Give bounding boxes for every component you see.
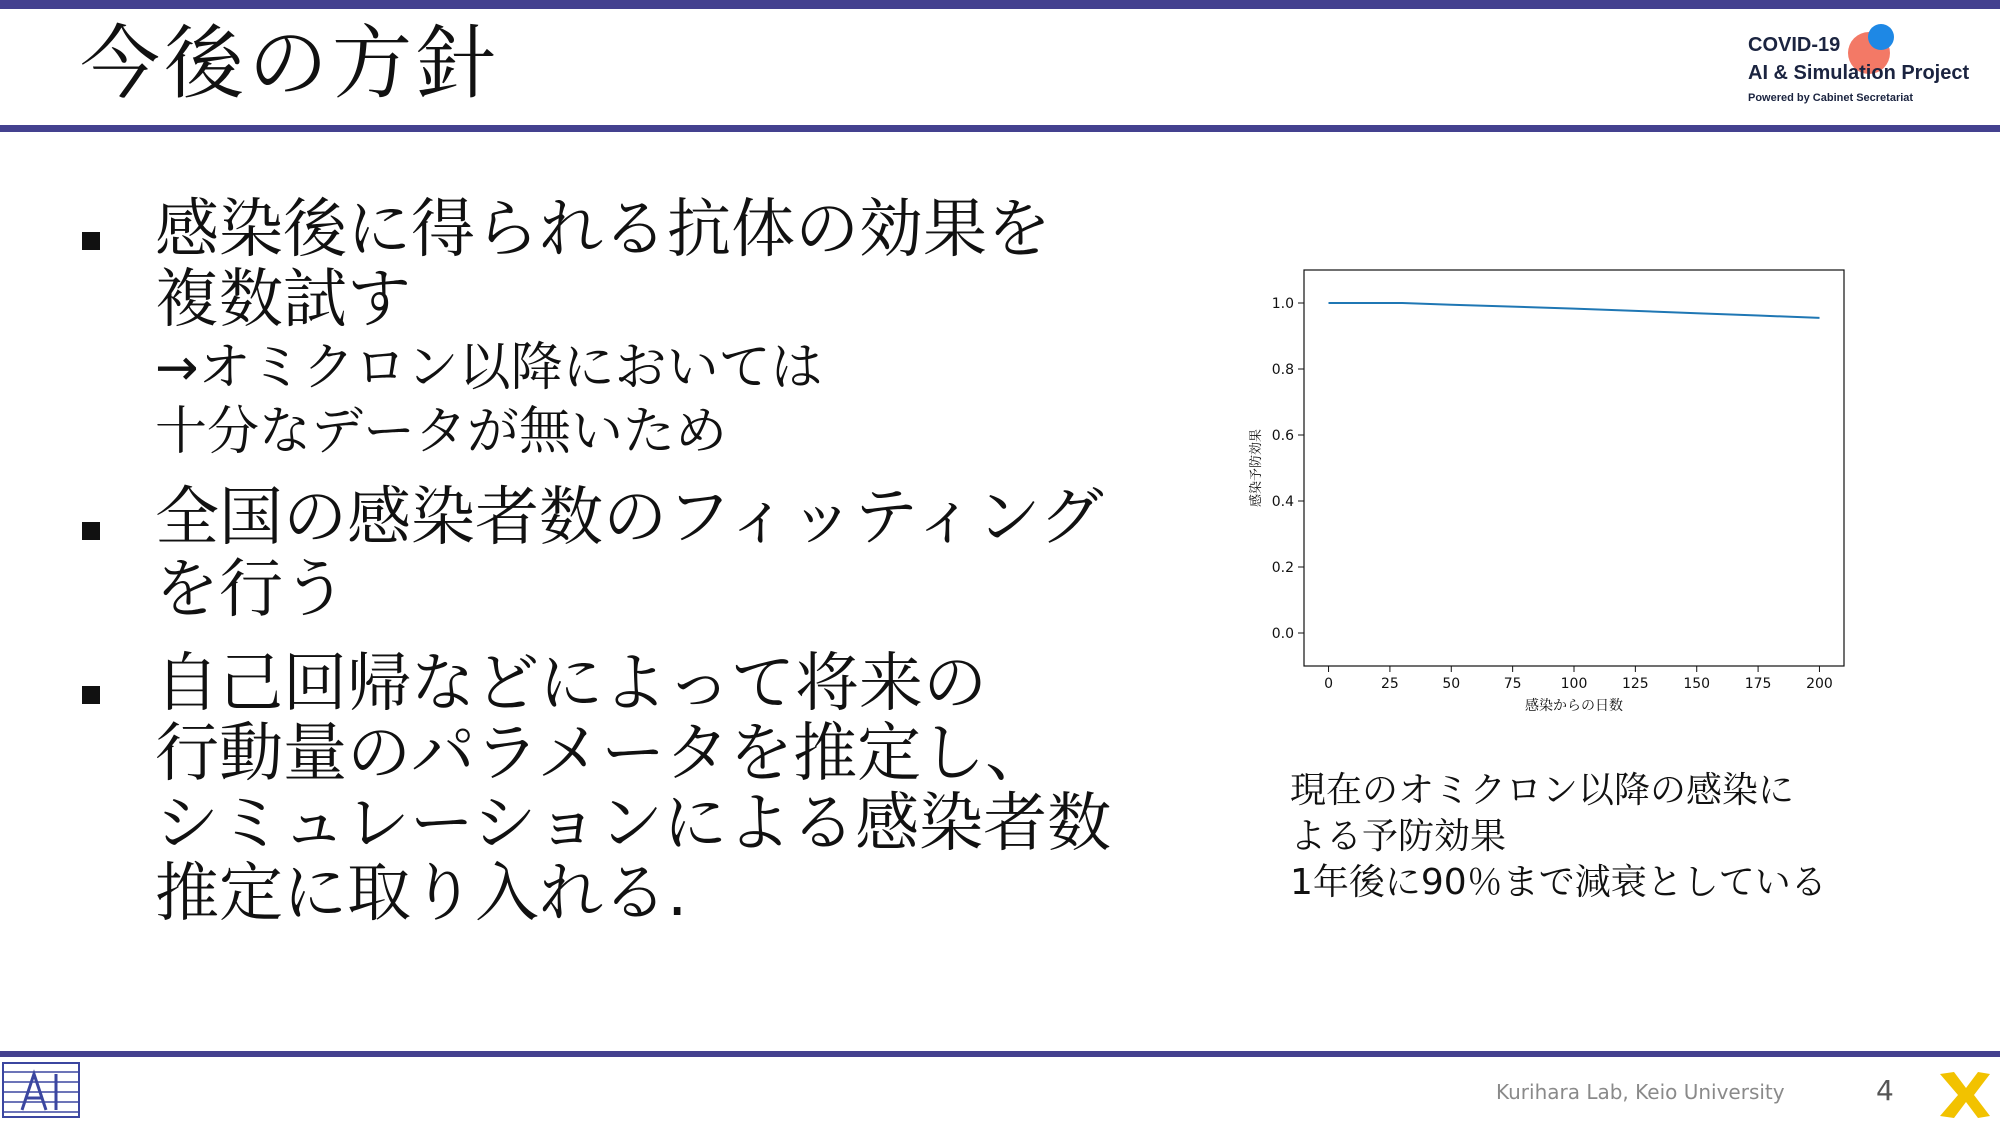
bullet-1-sub-line-2: 十分なデータが無いため	[155, 402, 728, 462]
bullet-3-line-4: 推定に取り入れる.	[155, 857, 688, 931]
chart-caption	[1290, 768, 1827, 906]
bullet-marker-3	[82, 686, 100, 704]
x-tick-label: 125	[1621, 676, 1649, 692]
title-underline-band	[0, 125, 2000, 132]
top-band	[0, 0, 2000, 9]
y-tick-label: 0.8	[1271, 362, 1294, 378]
y-tick-label: 0.2	[1271, 560, 1294, 576]
x-logo-icon	[1936, 1068, 1994, 1122]
bullet-3-line-1: 自己回帰などによって将来の	[155, 647, 987, 721]
series-line	[1329, 303, 1820, 318]
x-tick-label: 150	[1683, 676, 1711, 692]
bullet-3-line-3: シミュレーションによる感染者数	[155, 787, 1112, 861]
logo-blue-dot	[1868, 24, 1894, 50]
plot-frame	[1304, 270, 1844, 666]
bullet-2-line-2: を行う	[155, 553, 347, 627]
protection-effect-chart	[1240, 260, 1860, 720]
footer-text: Kurihara Lab, Keio University	[1496, 1080, 1785, 1104]
page-title: 今後の方針	[80, 17, 500, 110]
x-tick-label: 175	[1744, 676, 1772, 692]
bullet-marker-2	[82, 522, 100, 540]
logo-line3: Powered by Cabinet Secretariat	[1748, 92, 1914, 104]
footer-band	[0, 1051, 2000, 1057]
y-tick-label: 0.6	[1271, 428, 1294, 444]
bullet-marker-1	[82, 232, 100, 250]
x-tick-label: 25	[1380, 676, 1399, 692]
bullet-1-line-1: 感染後に得られる抗体の効果を	[155, 193, 1051, 267]
bullet-1-line-2: 複数試す	[155, 263, 411, 337]
x-tick-label: 75	[1503, 676, 1522, 692]
bullet-3-line-2: 行動量のパラメータを推定し、	[155, 717, 1050, 791]
y-axis-label: 感染予防効果	[1249, 428, 1264, 508]
page-number: 4	[1876, 1074, 1894, 1107]
y-tick-label: 0.0	[1271, 626, 1294, 642]
bullet-1-sub-line-1: →オミクロン以降においては	[155, 338, 823, 398]
caption-line-1: 現在のオミクロン以降の感染に	[1290, 770, 1795, 811]
project-logo	[1748, 22, 1988, 117]
x-tick-label: 100	[1560, 676, 1588, 692]
caption-line-2: よる予防効果	[1290, 816, 1507, 857]
x-tick-label: 50	[1442, 676, 1461, 692]
x-axis-label: 感染からの日数	[1525, 698, 1623, 714]
logo-line1: COVID-19	[1748, 34, 1841, 56]
y-tick-label: 0.4	[1271, 494, 1294, 510]
bullet-2-line-1: 全国の感染者数のフィッティング	[155, 481, 1104, 555]
caption-line-3: 1年後に90％まで減衰としている	[1290, 862, 1827, 903]
lab-logo-icon	[0, 1060, 82, 1120]
x-tick-label: 200	[1806, 676, 1833, 692]
y-tick-label: 1.0	[1271, 296, 1294, 312]
x-tick-label: 0	[1324, 676, 1334, 692]
logo-line2: AI & Simulation Project	[1748, 62, 1970, 84]
